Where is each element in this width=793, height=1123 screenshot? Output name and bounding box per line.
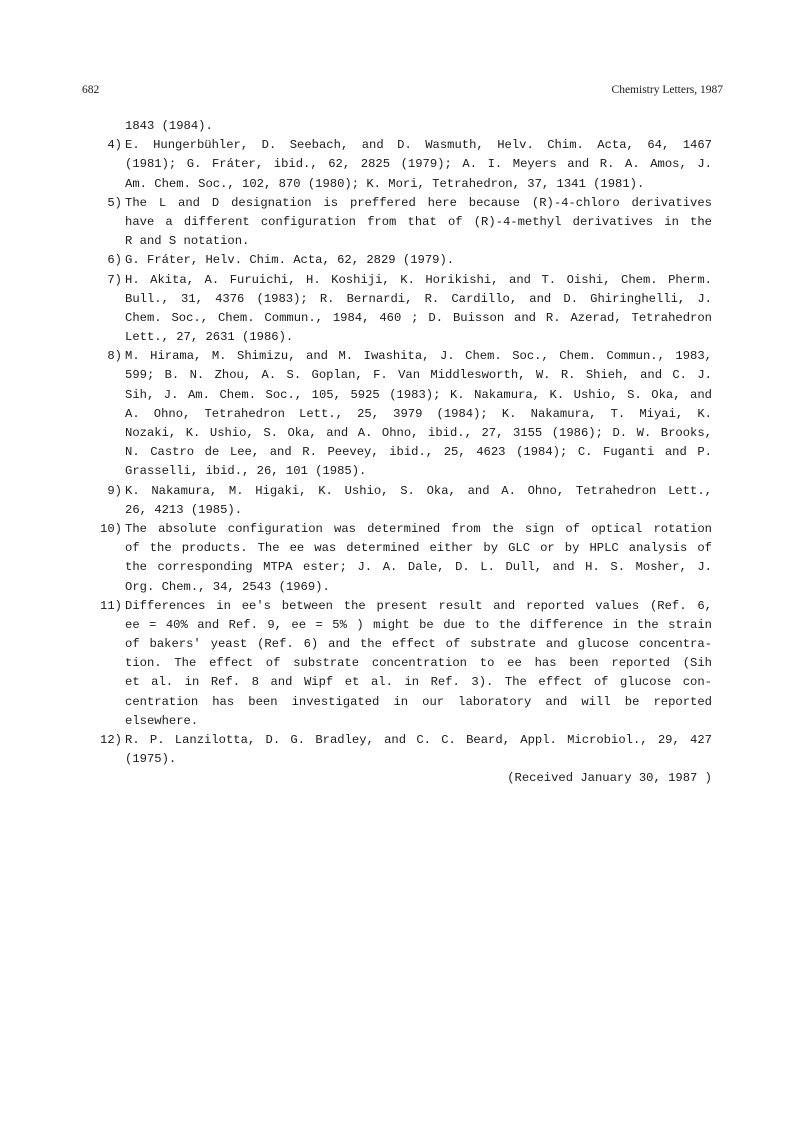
reference-number: 10) (100, 521, 122, 536)
reference-line (82, 654, 712, 673)
reference-line (82, 328, 712, 347)
reference-text: tion. The effect of substrate concentration to ee has been reported (Sih (125, 656, 712, 671)
reference-text: Differences in ee's between the present result and reported values (Ref. 6, (125, 598, 712, 613)
reference-line (82, 136, 712, 155)
reference-number: 9) (107, 483, 122, 498)
reference-line (82, 539, 712, 558)
reference-text: (1981); G. Fráter, ibid., 62, 2825 (1979); A. I. Meyers and R. A. Amos, J. (125, 157, 712, 172)
reference-line (82, 117, 712, 136)
reference-number: 7) (107, 272, 122, 287)
reference-text: The L and D designation is preffered here because (R)-4-chloro derivatives (125, 195, 712, 210)
reference-text: Lett., 27, 2631 (1986). (125, 330, 294, 345)
reference-text: Chem. Soc., Chem. Commun., 1984, 460 ; D. Buisson and R. Azerad, Tetrahedron (125, 310, 712, 325)
reference-line (82, 693, 712, 712)
reference-line (82, 386, 712, 405)
reference-text: H. Akita, A. Furuichi, H. Koshiji, K. Horikishi, and T. Oishi, Chem. Pherm. (125, 272, 712, 287)
reference-text: elsewhere. (125, 713, 199, 728)
reference-line (82, 443, 712, 462)
reference-number: 11) (100, 598, 122, 613)
reference-line (82, 155, 712, 174)
reference-text: E. Hungerbühler, D. Seebach, and D. Wasmuth, Helv. Chim. Acta, 64, 1467 (125, 138, 712, 153)
reference-text: K. Nakamura, M. Higaki, K. Ushio, S. Oka, and A. Ohno, Tetrahedron Lett., (125, 483, 712, 498)
reference-text: centration has been investigated in our laboratory and will be reported (125, 694, 712, 709)
reference-number: 5) (107, 195, 122, 210)
reference-line (82, 712, 712, 731)
reference-line (82, 673, 712, 692)
reference-line (82, 750, 712, 769)
reference-line (82, 731, 712, 750)
reference-text: N. Castro de Lee, and R. Peevey, ibid., 25, 4623 (1984); C. Fuganti and P. (125, 445, 712, 460)
reference-text: Sih, J. Am. Chem. Soc., 105, 5925 (1983); K. Nakamura, K. Ushio, S. Oka, and (125, 387, 712, 402)
received-line (82, 769, 712, 788)
reference-list (82, 117, 712, 789)
reference-text: G. Fráter, Helv. Chim. Acta, 62, 2829 (1979). (125, 253, 455, 268)
reference-text: ee = 40% and Ref. 9, ee = 5% ) might be due to the difference in the strain (125, 617, 712, 632)
reference-line (82, 194, 712, 213)
reference-number: 12) (100, 733, 122, 747)
reference-text: A. Ohno, Tetrahedron Lett., 25, 3979 (1984); K. Nakamura, T. Miyai, K. (125, 406, 712, 421)
reference-text: (1975). (125, 752, 177, 767)
reference-line (82, 366, 712, 385)
reference-text: the corresponding MTPA ester; J. A. Dale, D. L. Dull, and H. S. Mosher, J. (125, 560, 712, 575)
reference-text: The absolute configuration was determined from the sign of optical rotation (125, 521, 712, 536)
reference-text: M. Hirama, M. Shimizu, and M. Iwashita, J. Chem. Soc., Chem. Commun., 1983, (125, 349, 712, 364)
reference-text: of the products. The ee was determined either by GLC or by HPLC analysis of (125, 541, 712, 556)
reference-line (82, 501, 712, 520)
reference-line (82, 578, 712, 597)
reference-line (82, 405, 712, 424)
reference-line (82, 635, 712, 654)
reference-line (82, 424, 712, 443)
reference-text: Bull., 31, 4376 (1983); R. Bernardi, R. Cardillo, and D. Ghiringhelli, J. (125, 291, 712, 306)
reference-line (82, 616, 712, 635)
page-number: 682 (82, 84, 100, 96)
reference-text: 599; B. N. Zhou, A. S. Goplan, F. Van Middlesworth, W. R. Shieh, and C. J. (125, 368, 712, 383)
reference-line (82, 271, 712, 290)
reference-line (82, 290, 712, 309)
reference-line (82, 175, 712, 194)
reference-text: Am. Chem. Soc., 102, 870 (1980); K. Mori, Tetrahedron, 37, 1341 (1981). (125, 176, 645, 191)
reference-line (82, 347, 712, 366)
reference-line (82, 558, 712, 577)
reference-line (82, 462, 712, 481)
reference-text: Org. Chem., 34, 2543 (1969). (125, 579, 330, 594)
reference-line (82, 232, 712, 251)
journal-header: Chemistry Letters, 1987 (611, 84, 723, 96)
reference-text: of bakers' yeast (Ref. 6) and the effect of substrate and glucose concentra- (125, 637, 712, 652)
reference-text: 26, 4213 (1985). (125, 502, 243, 517)
reference-line (82, 213, 712, 232)
reference-text: 1843 (1984). (125, 119, 213, 133)
reference-text: R. P. Lanzilotta, D. G. Bradley, and C. C. Beard, Appl. Microbiol., 29, 427 (125, 733, 712, 747)
reference-line (82, 251, 712, 270)
reference-text: et al. in Ref. 8 and Wipf et al. in Ref. 3). The effect of glucose con- (125, 675, 712, 690)
reference-text: have a different configuration from that of (R)-4-methyl derivatives in the (125, 214, 712, 229)
reference-text: Grasselli, ibid., 26, 101 (1985). (125, 464, 367, 479)
reference-line (82, 482, 712, 501)
reference-number: 6) (107, 253, 122, 268)
received-date: (Received January 30, 1987 ) (507, 771, 712, 786)
reference-line (82, 309, 712, 328)
reference-line (82, 520, 712, 539)
reference-text: Nozaki, K. Ushio, S. Oka, and A. Ohno, ibid., 27, 3155 (1986); D. W. Brooks, (125, 426, 712, 440)
reference-number: 4) (107, 138, 122, 153)
reference-number: 8) (107, 349, 122, 364)
reference-text: R and S notation. (125, 234, 250, 249)
reference-line (82, 597, 712, 616)
